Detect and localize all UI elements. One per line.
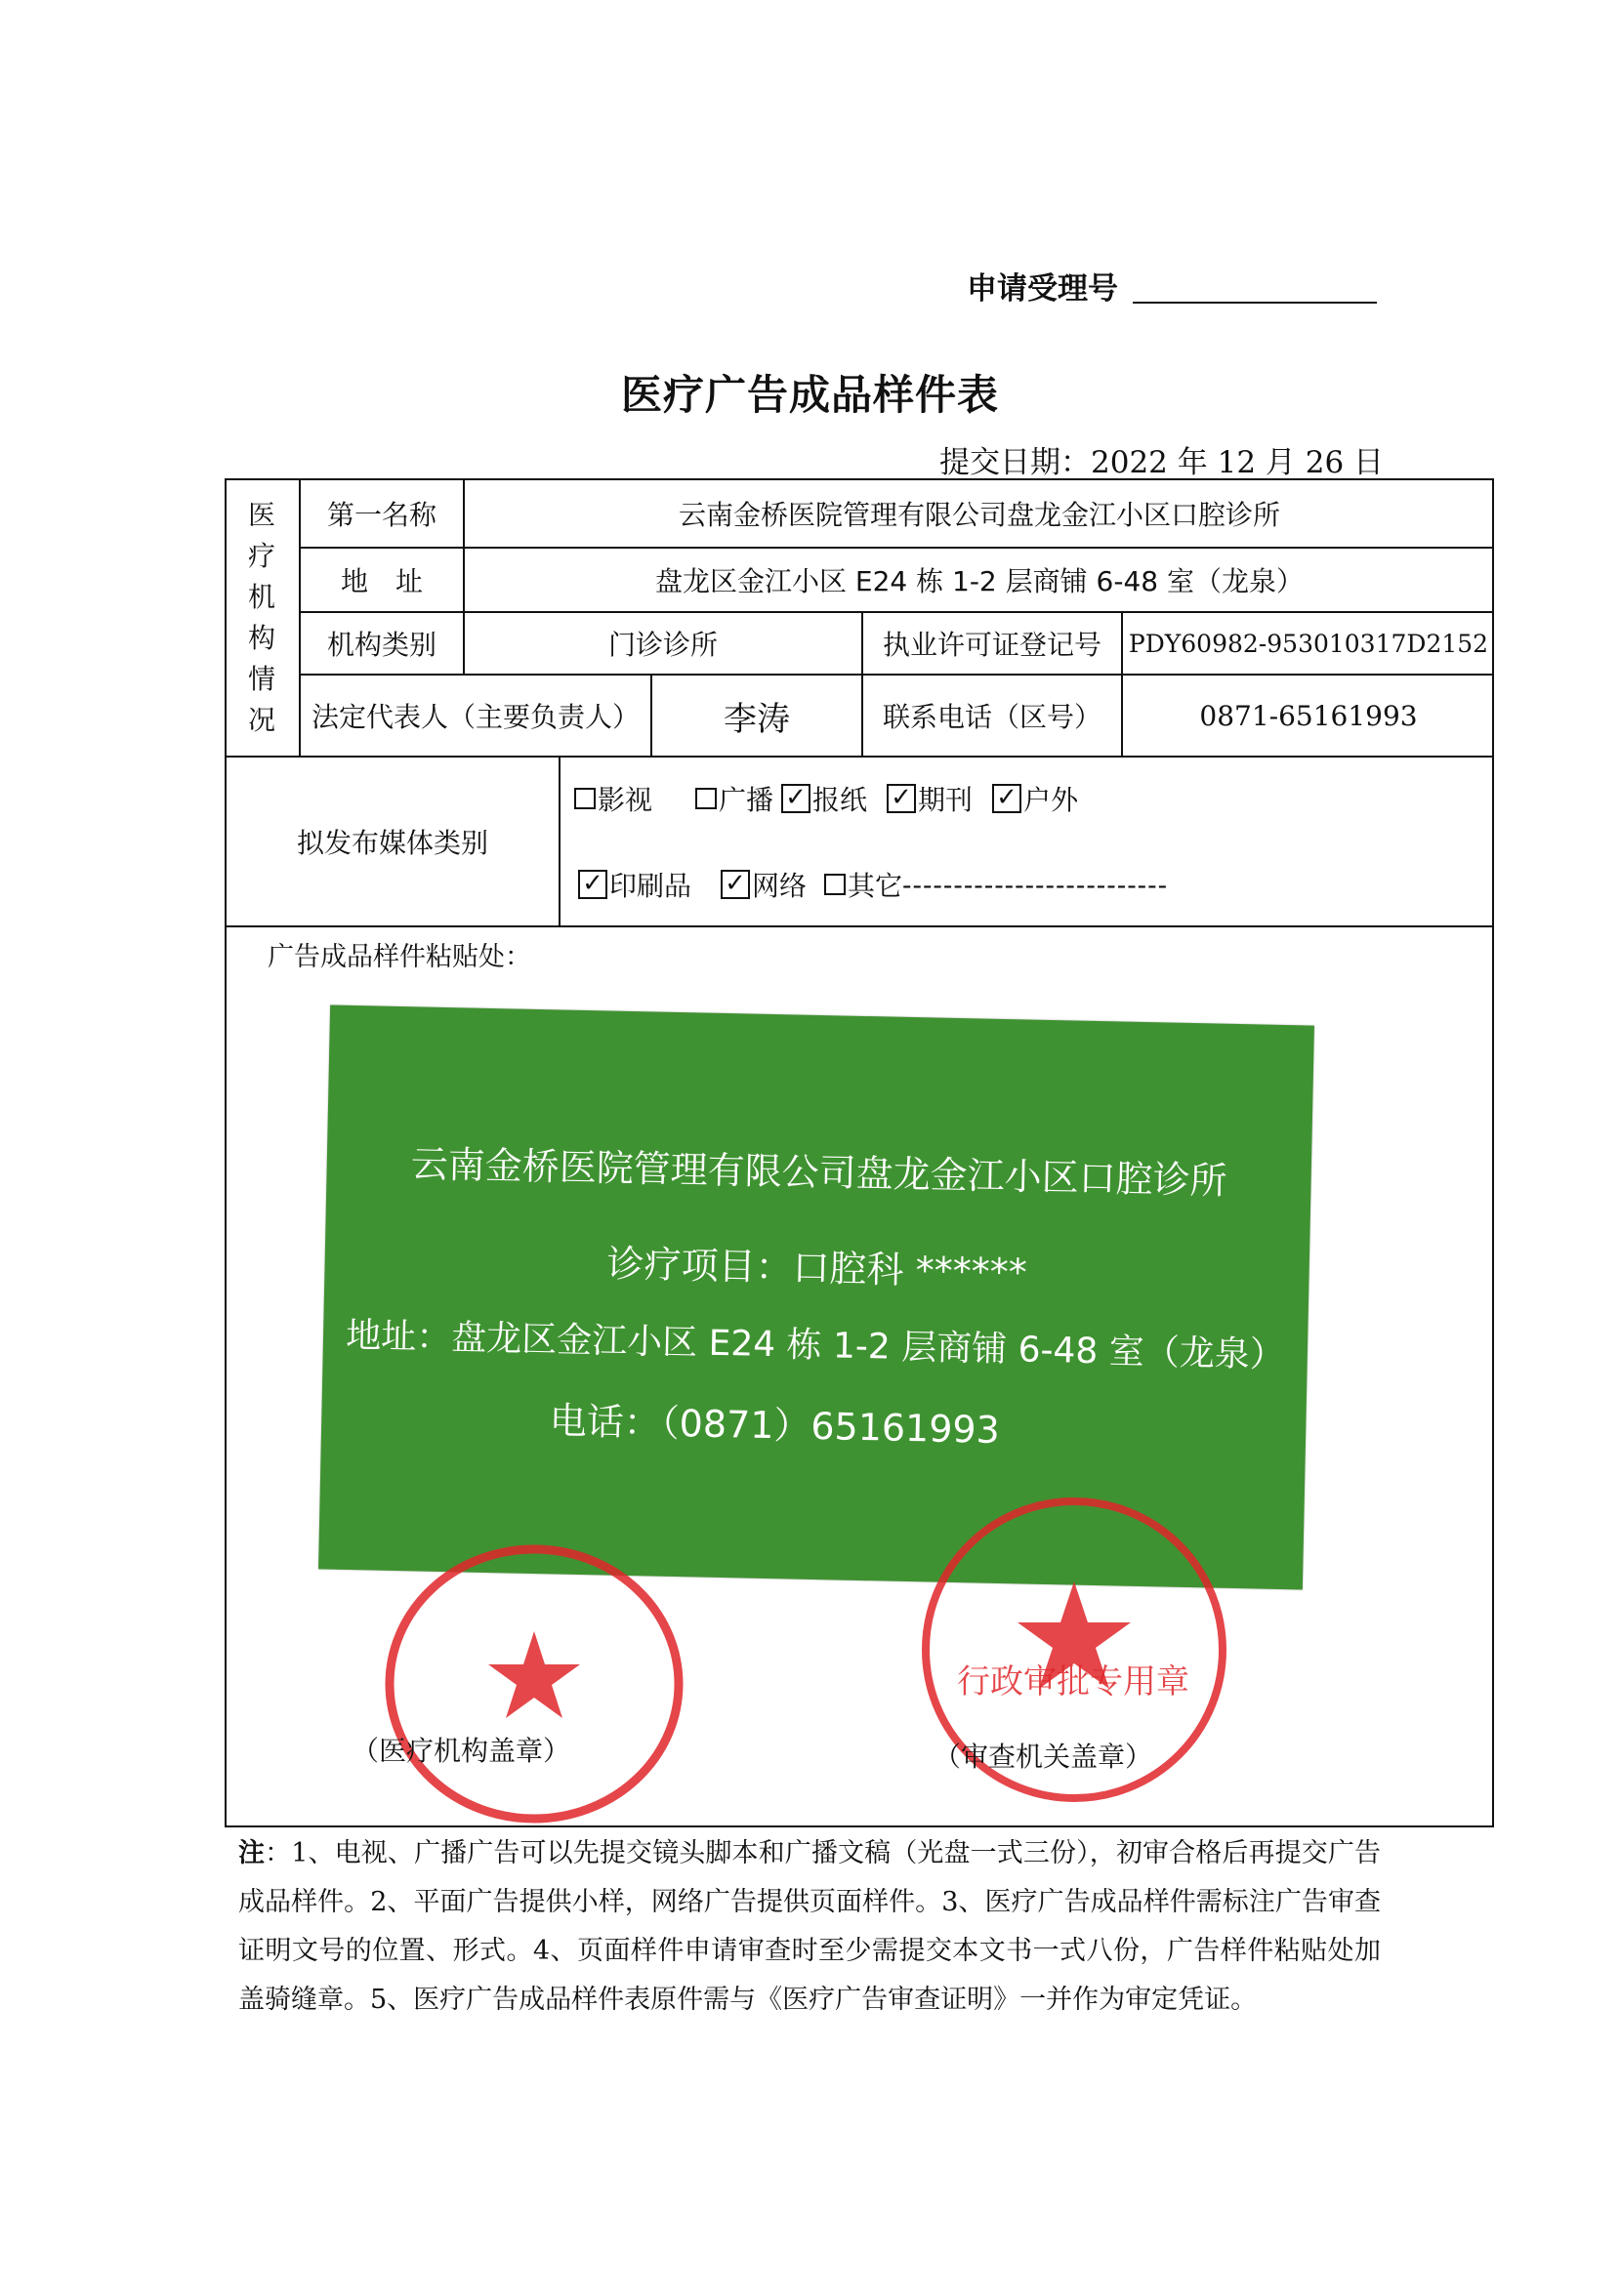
media-option-film[interactable] <box>574 779 652 818</box>
address-label: 地 址 <box>340 565 423 597</box>
option-label: 期刊 <box>918 784 974 816</box>
category-value: 门诊诊所 <box>607 629 718 661</box>
media-label: 拟发布媒体类别 <box>296 827 488 859</box>
ad-service: 诊疗项目：口腔科 ****** <box>606 1242 1028 1294</box>
institution-seal-stamp <box>363 1538 695 1830</box>
option-label: 网络 <box>752 870 808 902</box>
checkbox-checked-icon[interactable]: ✓ <box>992 784 1021 813</box>
section-char: 疗 <box>248 540 276 572</box>
section-char: 况 <box>248 704 276 736</box>
review-stamp-bottom-text: 行政审批专用章 <box>957 1662 1189 1702</box>
other-fill-line[interactable]: -------------------------- <box>902 868 1169 901</box>
institution-seal-label: （医疗机构盖章） <box>352 1735 571 1767</box>
name-value: 云南金桥医院管理有限公司盘龙金江小区口腔诊所 <box>678 499 1280 531</box>
phone-value: 0871-65161993 <box>1199 699 1418 732</box>
section-char: 医 <box>248 499 276 531</box>
checkbox-unchecked-icon[interactable] <box>824 874 846 895</box>
checkbox-checked-icon[interactable]: ✓ <box>781 784 810 813</box>
paste-area-label: 广告成品样件粘贴处： <box>268 942 531 972</box>
media-option-periodical[interactable] <box>887 779 973 818</box>
media-option-print[interactable] <box>578 865 691 904</box>
checkbox-checked-icon[interactable]: ✓ <box>721 870 750 899</box>
option-label: 其它 <box>848 870 903 902</box>
media-option-radio[interactable] <box>695 779 773 818</box>
accept-number-label: 申请受理号 <box>967 271 1118 307</box>
media-options-row-2 <box>578 865 1168 904</box>
submit-date: 提交日期：2022 年 12 月 26 日 <box>939 445 1385 480</box>
option-label: 影视 <box>598 784 653 816</box>
legal-rep-label: 法定代表人（主要负责人） <box>311 701 640 733</box>
notes-prefix: 注 <box>238 1838 266 1868</box>
ad-clinic-name: 云南金桥医院管理有限公司盘龙金江小区口腔诊所 <box>410 1142 1228 1203</box>
option-label: 广播 <box>719 784 774 816</box>
legal-rep-value: 李涛 <box>724 699 790 739</box>
media-option-newspaper[interactable] <box>781 779 867 818</box>
media-option-outdoor[interactable] <box>992 779 1078 818</box>
page-title: 医疗广告成品样件表 <box>620 371 999 419</box>
checkbox-checked-icon[interactable]: ✓ <box>887 784 916 813</box>
name-label: 第一名称 <box>326 499 436 531</box>
section-char: 情 <box>248 663 276 695</box>
notes-text: ：1、电视、广播广告可以先提交镜头脚本和广播文稿（光盘一式三份），初审合格后再提交广告成品样件。2、平面广告提供小样，网络广告提供页面样件。3、医疗广告成品样件需标注广告审查证明文号的位置、形式。4、页面样件申请审查时至少需提交本文书一式八份，广告样件粘贴处加盖骑缝章。5、医疗广告成品样件表原件需与《医疗广告审查证明》一并作为审定凭证。 <box>238 1838 1381 2015</box>
review-seal-label: （审查机关盖章） <box>934 1741 1153 1773</box>
accept-number-field[interactable] <box>1133 302 1377 304</box>
phone-label: 联系电话（区号） <box>882 701 1101 733</box>
media-option-internet[interactable] <box>721 865 807 904</box>
option-label: 户外 <box>1023 784 1079 816</box>
section-char: 构 <box>248 622 276 654</box>
address-value: 盘龙区金江小区 E24 栋 1-2 层商铺 6-48 室（龙泉） <box>654 565 1304 597</box>
media-options-row-1 <box>574 779 1107 818</box>
media-option-other[interactable] <box>824 865 1168 904</box>
section-char: 机 <box>248 581 276 613</box>
notes <box>238 1829 1381 2025</box>
option-label: 印刷品 <box>609 870 692 902</box>
license-value: PDY60982-953010317D2152 <box>1128 629 1489 658</box>
license-label: 执业许可证登记号 <box>882 629 1101 661</box>
ad-phone: 电话：（0871）65161993 <box>549 1399 1001 1452</box>
checkbox-unchecked-icon[interactable] <box>695 788 717 809</box>
category-label: 机构类别 <box>326 629 436 661</box>
checkbox-unchecked-icon[interactable] <box>574 788 596 809</box>
checkbox-checked-icon[interactable]: ✓ <box>578 870 607 899</box>
ad-address: 地址：盘龙区金江小区 E24 栋 1-2 层商铺 6-48 室（龙泉） <box>345 1315 1286 1376</box>
option-label: 报纸 <box>812 784 868 816</box>
